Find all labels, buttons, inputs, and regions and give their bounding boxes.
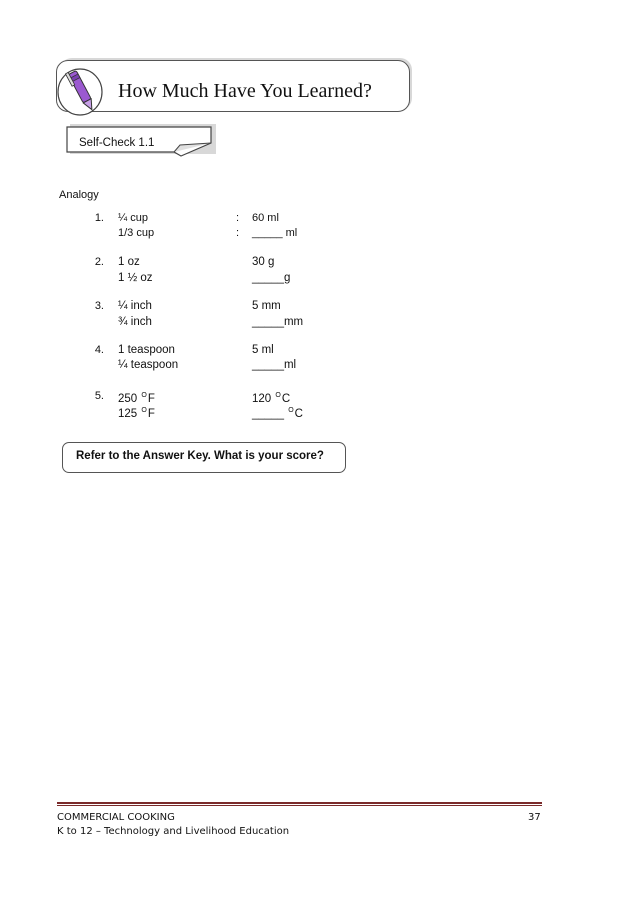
question-left-1: ¼ inch (118, 300, 152, 312)
colon: : (236, 227, 240, 239)
answer-key-text: Refer to the Answer Key. What is your score? (76, 450, 324, 462)
footer-course: COMMERCIAL COOKING (57, 812, 175, 823)
question-number: 3. (94, 300, 104, 312)
question-left-1: ¼ cup (118, 212, 148, 224)
question-number: 5. (94, 390, 104, 402)
question-left-2: 1/3 cup (118, 227, 155, 239)
degree-symbol: O (141, 392, 147, 399)
degree-symbol: O (141, 407, 147, 414)
section-label: Analogy (59, 189, 99, 201)
page-title: How Much Have You Learned? (118, 80, 372, 102)
question-left-1: 1 teaspoon (118, 344, 175, 356)
colon: : (236, 212, 240, 224)
page-number: 37 (528, 812, 541, 823)
pen-icon (56, 60, 108, 118)
question-right-2: _____mm (252, 316, 304, 328)
question-left-2: ¼ teaspoon (118, 359, 179, 371)
question-right-1: 30 g (252, 256, 275, 268)
question-left-2: 1 ½ oz (118, 272, 153, 284)
question-left-2: 125 $^O$F (118, 407, 155, 420)
question-left-1: 250 $^O$F (118, 392, 155, 405)
question-right-2: _____ml (252, 359, 297, 371)
degree-symbol: O (288, 407, 294, 414)
question-left-1: 1 oz (118, 256, 140, 268)
footer-rule (57, 802, 542, 804)
question-number: 2. (94, 256, 104, 268)
footer-rule (57, 805, 542, 806)
question-right-1: 120 $^O$C (252, 392, 291, 405)
question-left-2: ¾ inch (118, 316, 152, 328)
question-right-1: 5 mm (252, 300, 281, 312)
question-right-1: 60 ml (252, 212, 279, 224)
footer-program: K to 12 – Technology and Livelihood Education (57, 826, 290, 837)
question-right-1: 5 ml (252, 344, 274, 356)
self-check-label: Self-Check 1.1 (79, 137, 155, 149)
degree-symbol: O (275, 392, 281, 399)
question-right-2: _____ ml (252, 227, 298, 239)
question-number: 1. (94, 212, 104, 224)
question-number: 4. (94, 344, 104, 356)
question-right-2: _____ $^O$C (252, 407, 303, 420)
question-right-2: _____g (252, 272, 291, 284)
